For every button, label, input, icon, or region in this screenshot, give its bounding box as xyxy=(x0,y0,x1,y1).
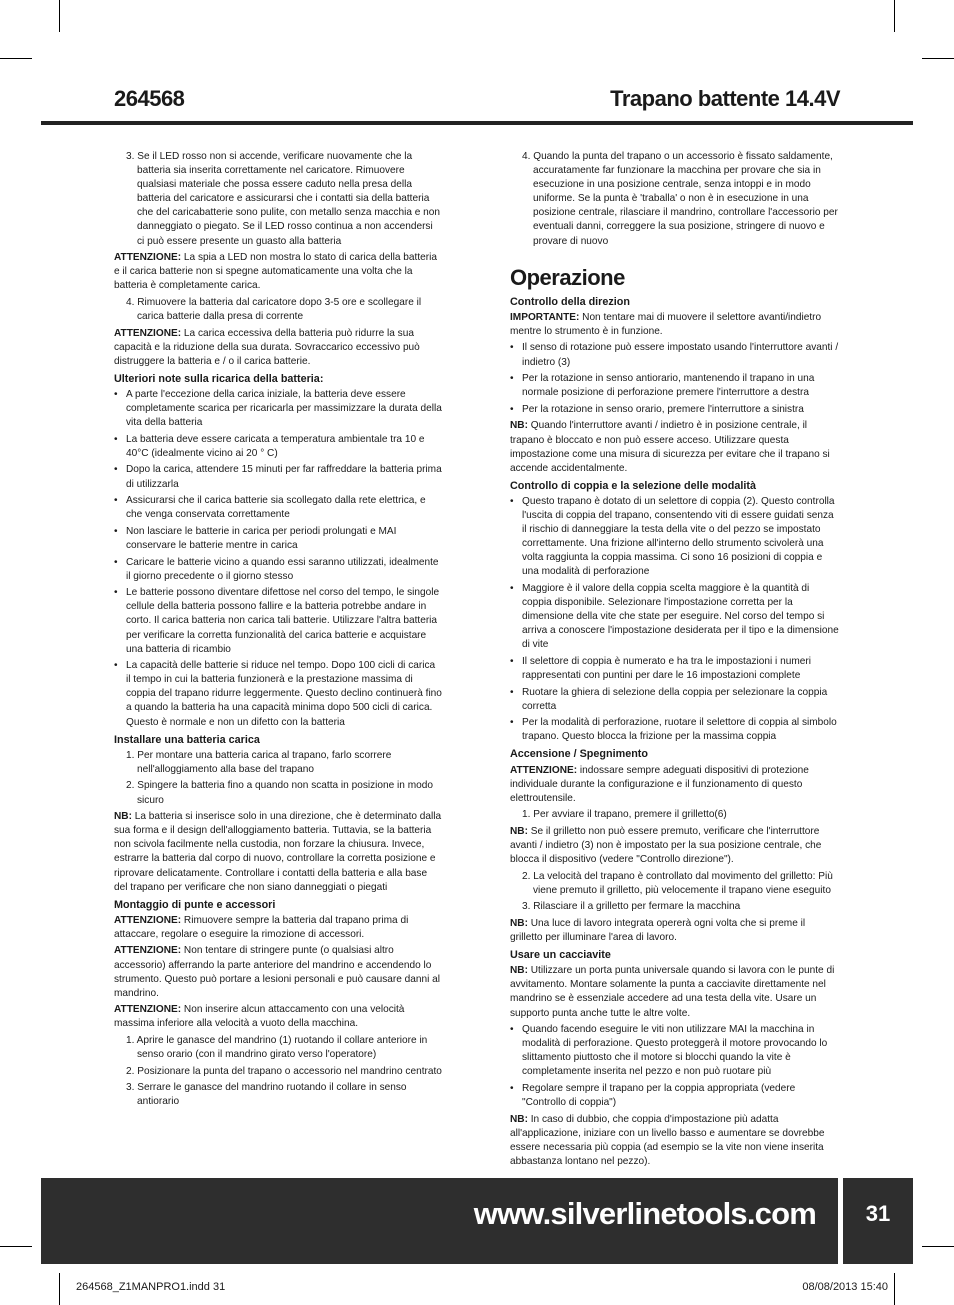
section-heading: Operazione xyxy=(510,264,625,290)
header-rule xyxy=(41,121,913,125)
crop-mark xyxy=(894,0,895,32)
file-slug: 264568_Z1MANPRO1.indd 31 xyxy=(76,1281,226,1293)
note-paragraph xyxy=(510,311,840,339)
bullet-item: • Quando facendo eseguire le viti non utilizzare MAI la macchina in modalità di perforazione. Questo proteggerà il motore provocando lo slittamento piuttosto che il motore si blocchi quando la vite è completamente inserita nel pezzo e non può ruotare più xyxy=(510,1023,840,1079)
subheading: Usare un cacciavite xyxy=(510,949,611,962)
numbered-step: 4. Rimuovere la batteria dal caricatore dopo 3-5 ore e scollegare il carica batterie dalla presa di corrente xyxy=(126,296,422,323)
note-text: Rimuovere sempre la batteria dal trapano prima di attaccare, regolare o eseguire la rimozione di accessori. xyxy=(114,914,409,940)
crop-mark xyxy=(894,1273,895,1305)
note-paragraph xyxy=(510,764,840,806)
numbered-step: 3. Serrare le ganasce del mandrino ruotando il collare in senso antiorario xyxy=(126,1082,407,1108)
bullet-item: • Il selettore di coppia è numerato e ha tra le impostazioni i numeri rappresentati con puntini per dare le 16 impostazioni complete xyxy=(510,655,840,683)
note-label: ATTENZIONE: xyxy=(510,764,578,776)
note-text: Una luce di lavoro integrata opererà ogni volta che si preme il grilletto per illuminare l'area di lavoro. xyxy=(510,918,806,944)
bullet-item: • Per la rotazione in senso antiorario, mantenendo il trapano in una normale posizione di perforazione premere l'interruttore a destra xyxy=(510,372,840,400)
bullet-item: • Il senso di rotazione può essere impostato usando l'interruttore avanti / indietro (3) xyxy=(510,341,840,369)
note-label: NB: xyxy=(510,825,528,837)
bullet-item: • La batteria deve essere caricata a temperatura ambientale tra 10 e 40°C (idealmente vicino ai 20 ° C) xyxy=(114,433,442,461)
bullet-item: • A parte l'eccezione della carica iniziale, la batteria deve essere completamente scarica per ricaricarla per massimizzare la durata della vita della batteria xyxy=(114,388,442,430)
crop-mark xyxy=(59,1273,60,1305)
bullet-item: • Caricare le batterie vicino a quando essi saranno utilizzati, idealmente il giorno precedente o il giorno stesso xyxy=(114,556,442,584)
note-text: Quando l'interruttore avanti / indietro è in posizione centrale, il trapano è bloccato e non può essere acceso. Utilizzare questa impostazione come una misura di sicurezza per evitare che il trapano si accende accidentalmente. xyxy=(510,420,830,474)
note-label: ATTENZIONE: xyxy=(114,914,182,926)
numbered-step: 1. Aprire le ganasce del mandrino (1) ruotando il collare anteriore in senso orario (con il mandrino girato verso l'operatore) xyxy=(126,1035,428,1061)
note-label: ATTENZIONE: xyxy=(114,252,182,264)
note-paragraph xyxy=(114,327,442,369)
note-paragraph xyxy=(114,914,442,942)
note-text: Non tentare di stringere punte (o qualsiasi altro accessorio) afferrando la parte anteriore del mandrino e accendendo lo strumento. Questo può portare a lesioni personali e può causare danni al mandrino. xyxy=(114,945,441,999)
numbered-step: 4. Quando la punta del trapano o un accessorio è fissato saldamente, accuratamente far funzionare la macchina per provare che sia in esecuzione in una posizione centrale, senza intoppi e in modo uniforme. Se la punta è 'traballa' o non è in esecuzione in una posizione centrale, rilasciare il mandrino, controllare l'accessorio per eventuali danni, correggere la sua posizione, stringere di nuovo e provare di nuovo xyxy=(522,151,838,247)
product-code: 264568 xyxy=(114,86,185,111)
note-text: Non inserire alcun attaccamento con una velocità massima inferiore alla velocità a vuoto della macchina. xyxy=(114,1004,405,1030)
page-title: Trapano battente 14.4V xyxy=(610,86,840,111)
bullet-item: • Dopo la carica, attendere 15 minuti per far raffreddare la batteria prima di utilizzarla xyxy=(114,463,442,491)
note-label: NB: xyxy=(510,965,528,977)
subheading: Controllo di coppia e la selezione delle modalità xyxy=(510,479,756,492)
bullet-item: • Assicurarsi che il carica batterie sia scollegato dalla rete elettrica, e che venga conservata correttamente xyxy=(114,494,442,522)
crop-mark xyxy=(0,1246,32,1247)
crop-mark xyxy=(922,1246,954,1247)
bullet-item: • Regolare sempre il trapano per la coppia appropriata (vedere "Controllo di coppia") xyxy=(510,1082,840,1110)
numbered-step: 2. Spingere la batteria fino a quando non scatta in posizione in modo sicuro xyxy=(126,780,433,806)
note-text: La spia a LED non mostra lo stato di carica della batteria e il carica batterie non si spegne automaticamente una volta che la batteria è completamente carica. xyxy=(114,252,437,292)
numbered-step: 3. Rilasciare il a grilletto per fermare la macchina xyxy=(522,901,741,913)
page-number: 31 xyxy=(865,1201,891,1226)
note-text: Non tentare mai di muovere il selettore avanti/indietro mentre lo strumento è in funzione. xyxy=(510,311,822,337)
numbered-step: 2. La velocità del trapano è controllato dal movimento del grilletto: Più viene premuto il grilletto, più velocemente il trapano viene eseguito xyxy=(522,870,833,896)
bullet-item: • La capacità delle batterie si riduce nel tempo. Dopo 100 cicli di carica il tempo in cui la batteria funzionerà e la prestazione massima di coppia del trapano ridurre leggermente. Questo declino continuerà fino a quando la batteria ha una capacità minima dopo 500 cicli di carica. Questo è normale e non un difetto con la batteria xyxy=(114,659,442,729)
page-number-box xyxy=(843,1178,913,1264)
left-column xyxy=(114,150,442,1112)
bullet-item: • Ruotare la ghiera di selezione della coppia per selezionare la coppia corretta xyxy=(510,686,840,714)
note-label: NB: xyxy=(114,811,132,823)
note-label: ATTENZIONE: xyxy=(114,1004,182,1016)
website-link[interactable]: www.silverlinetools.com xyxy=(473,1196,816,1231)
note-label: ATTENZIONE: xyxy=(114,945,182,957)
numbered-step: 1. Per avviare il trapano, premere il grilletto(6) xyxy=(522,809,727,821)
subheading: Controllo della direzion xyxy=(510,295,630,308)
bullet-item: • Non lasciare le batterie in carica per periodi prolungati e MAI conservare le batterie mentre in carica xyxy=(114,525,442,553)
note-label: NB: xyxy=(510,420,528,432)
note-paragraph xyxy=(114,251,442,293)
right-column xyxy=(510,150,840,1172)
crop-mark xyxy=(922,58,954,59)
note-label: NB: xyxy=(510,1113,528,1125)
subheading: Accensione / Spegnimento xyxy=(510,748,648,761)
note-text: La batteria si inserisce solo in una direzione, che è determinato dalla sua forma e il design dell'alloggiamento batteria. Tuttavia, se la batteria non scivola facilmente nella custodia, non forzare la chiusura. Invece, estrarre la batteria dal corpo di nuovo, controllare la corretta posizione e riprovare delicatamente. Controllare i contatti della batteria e alla base del trapano per verificare che non siano danneggiati o piegati xyxy=(114,811,442,893)
note-paragraph xyxy=(114,1003,442,1031)
note-text: In caso di dubbio, che coppia d'impostazione più adatta all'applicazione, iniziare con un livello basso e aumentare se dovrebbe essere necessaria più coppia (ad esempio se la vite non viene inserita abbastanza lontano nel pezzo). xyxy=(510,1113,825,1167)
note-paragraph xyxy=(510,964,840,1020)
note-text: Se il grilletto non può essere premuto, verificare che l'interruttore avanti / indietro (3) non è impostato per la sua posizione centrale, che blocca il dispositivo (vedere "Controllo direzione"). xyxy=(510,825,822,866)
note-label: NB: xyxy=(510,918,528,929)
note-text: La carica eccessiva della batteria può ridurre la sua capacità e la riduzione della sua durata. Sovraccarico eccessivo può distruggere la batteria e / o il carica batterie. xyxy=(114,327,420,367)
footer-bar xyxy=(41,1178,838,1264)
numbered-step: 3. Se il LED rosso non si accende, verificare nuovamente che la batteria sia inserita correttamente nel caricatore. Rimuovere qualsiasi materiale che possa essere caduto nella presa della batteria del caricatore e assicurarsi che i contatti sia della batteria che del caricabatterie sono pulite, con metallo senza macchia e non danneggiato o piegato. Se il LED rosso continua a non accendersi ci può essere presente un guasto alla batteria xyxy=(126,151,440,247)
bullet-item: • Questo trapano è dotato di un selettore di coppia (2). Questo controlla l'uscita di coppia del trapano, consentendo viti di essere guidati senza il rischio di danneggiare la testa della vite o del pezzo se impostato correttamente. Una frizione all'interno dello strumento scivolerà una volta raggiunta la coppia massima. Ci sono 16 posizioni di coppia e una modalità di perforazione xyxy=(510,495,840,580)
subheading: Installare una batteria carica xyxy=(114,733,260,746)
note-text: indossare sempre adeguati dispositivi di protezione individuale durante la configurazione e il funzionamento di questo elettroutensile. xyxy=(510,764,809,804)
bullet-item: • Per la modalità di perforazione, ruotare il selettore di coppia al simbolo trapano. Questo blocca la frizione per la massima coppia xyxy=(510,716,840,744)
bullet-item: • Per la rotazione in senso orario, premere l'interruttore a sinistra xyxy=(510,403,840,417)
note-paragraph xyxy=(510,917,840,945)
bullet-item: • Le batterie possono diventare difettose nel corso del tempo, le singole cellule della batteria possono fallire e la batteria potrebbe andare in corto. Il carica batteria non carica tali batterie. Utilizzare l'altra batteria per verificare la corretta funzionalità del carica batterie e acquistare una batteria di ricambio xyxy=(114,586,442,656)
note-paragraph xyxy=(510,419,840,475)
crop-mark xyxy=(59,0,60,32)
note-text: Utilizzare un porta punta universale quando si lavora con le punte di avvitamento. Montare solamente la punta a cacciavite direttamente nel mandrino se è essenziale accedere ad una testa della vite. Usare un supporto punta anche tutte le altre volte. xyxy=(510,965,835,1019)
note-paragraph xyxy=(114,810,442,895)
note-label: IMPORTANTE: xyxy=(510,311,580,323)
crop-mark xyxy=(0,58,32,59)
bullet-item: • Maggiore è il valore della coppia scelta maggiore è la quantità di coppia disponibile. Selezionare l'impostazione corretta per la dimensione della vite che state per eseguire. Nel corso del tempo si arriva a conoscere l'impostazione desiderata per il tipo e la dimensione di vite xyxy=(510,582,840,652)
note-label: ATTENZIONE: xyxy=(114,327,182,339)
numbered-step: 1. Per montare una batteria carica al trapano, farlo scorrere nell'alloggiamento alla base del trapano xyxy=(126,749,392,775)
note-paragraph xyxy=(510,1113,840,1169)
subheading: Montaggio di punte e accessori xyxy=(114,898,276,911)
note-paragraph xyxy=(114,944,442,1000)
subheading: Ulteriori note sulla ricarica della batteria: xyxy=(114,372,324,385)
date-slug: 08/08/2013 15:40 xyxy=(802,1281,888,1293)
numbered-step: 2. Posizionare la punta del trapano o accessorio nel mandrino centrato xyxy=(126,1065,442,1077)
note-paragraph xyxy=(510,825,840,867)
